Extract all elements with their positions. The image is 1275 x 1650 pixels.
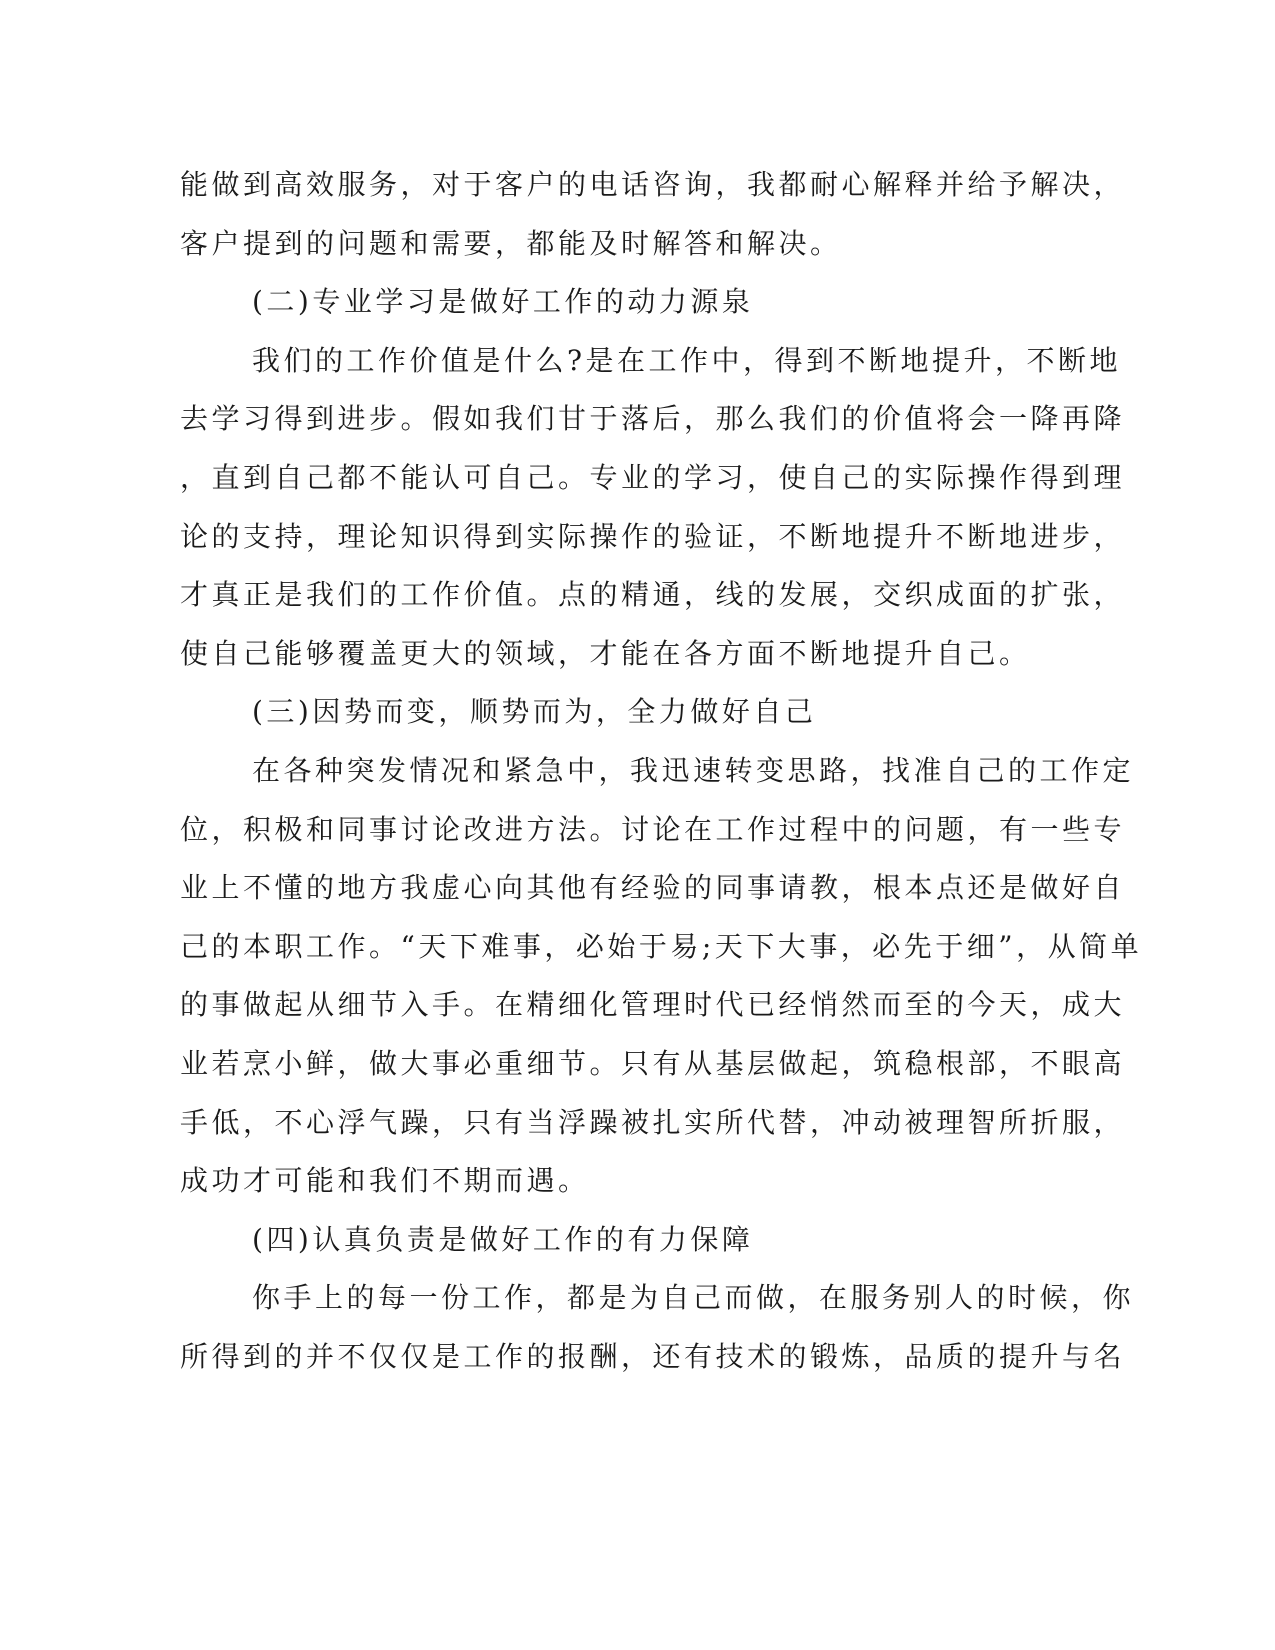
text-line: 所得到的并不仅仅是工作的报酬，还有技术的锻炼，品质的提升与名: [180, 1339, 1126, 1373]
text-line: 成功才可能和我们不期而遇。: [180, 1164, 590, 1198]
text-line: ，直到自己都不能认可自己。专业的学习，使自己的实际操作得到理: [180, 460, 1126, 494]
paragraph-start-line: (二)专业学习是做好工作的动力源泉: [252, 285, 754, 319]
text-line: 业若烹小鲜，做大事必重细节。只有从基层做起，筑稳根部，不眼高: [180, 1046, 1126, 1080]
text-line: 论的支持，理论知识得到实际操作的验证，不断地提升不断地进步，: [180, 519, 1126, 553]
text-line: 去学习得到进步。假如我们甘于落后，那么我们的价值将会一降再降: [180, 402, 1126, 436]
paragraph-start-line: 你手上的每一份工作，都是为自己而做，在服务别人的时候，你: [252, 1281, 1135, 1315]
text-line: 能做到高效服务，对于客户的电话咨询，我都耐心解释并给予解决，: [180, 168, 1126, 201]
text-line: 己的本职工作。“天下难事，必始于易;天下大事，必先于细”，从简单: [180, 929, 1143, 963]
paragraph-start-line: (三)因势而变，顺势而为，全力做好自己: [252, 695, 817, 729]
text-line: 才真正是我们的工作价值。点的精通，线的发展，交织成面的扩张，: [180, 578, 1126, 612]
text-line: 手低，不心浮气躁，只有当浮躁被扎实所代替，冲动被理智所折服，: [180, 1105, 1126, 1139]
text-line: 的事做起从细节入手。在精细化管理时代已经悄然而至的今天，成大: [180, 988, 1126, 1022]
text-line: 业上不懂的地方我虚心向其他有经验的同事请教，根本点还是做好自: [180, 871, 1126, 905]
text-line: 客户提到的问题和需要，都能及时解答和解决。: [180, 226, 842, 260]
paragraph-start-line: (四)认真负责是做好工作的有力保障: [252, 1222, 754, 1256]
text-line: 使自己能够覆盖更大的领域，才能在各方面不断地提升自己。: [180, 636, 1031, 670]
paragraph-start-line: 在各种突发情况和紧急中，我迅速转变思路，找准自己的工作定: [252, 753, 1135, 787]
paragraph-start-line: 我们的工作价值是什么?是在工作中，得到不断地提升，不断地: [252, 343, 1122, 377]
document-body: [180, 156, 1143, 1386]
text-line: 位，积极和同事讨论改进方法。讨论在工作过程中的问题，有一些专: [180, 812, 1126, 846]
